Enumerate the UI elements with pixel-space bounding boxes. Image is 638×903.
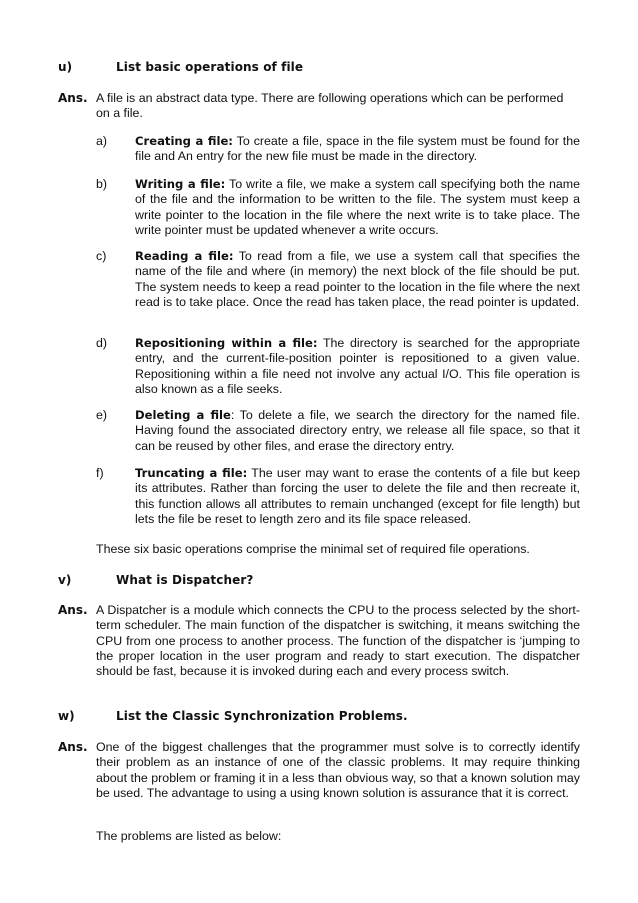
list-item-e	[96, 408, 580, 454]
item-body	[135, 134, 580, 165]
item-letter: a)	[96, 134, 108, 148]
list-item-d	[96, 336, 580, 397]
question-text: List basic operations of file	[116, 60, 304, 74]
answer-w	[58, 740, 580, 801]
question-number: u)	[58, 60, 73, 74]
item-term: Writing a file:	[135, 177, 226, 191]
answer-text: A Dispatcher is a module which connects the CPU to the process selected by the short-term scheduler. The main function of the dispatcher is switching, it means switching the CPU from one process to another process. The function of the dispatcher is ‘jumping to the proper location in the user program and ready to start execution. The dispatcher should be fast, because it is invoked during each and every process switch.	[96, 603, 580, 679]
list-item-f	[96, 466, 580, 527]
item-body	[135, 249, 580, 310]
item-text: The directory is searched for the appropriate entry, and the current-file-position pointer is repositioned to a given value. Repositioning within a file need not involve any actual I/O. This file operation is also known as a file seeks.	[135, 336, 581, 396]
item-text: The user may want to erase the contents of a file but keep its attributes. Rather than forcing the user to delete the file and then recreate it, this function allows all attributes to remain unchanged (except for file length) but lets the file be reset to length zero and its file space released.	[135, 466, 580, 526]
list-item-c	[96, 249, 580, 310]
answer-label: Ans.	[58, 603, 88, 617]
closing-paragraph-w: The problems are listed as below:	[96, 829, 282, 843]
item-term: Reading a file:	[135, 249, 234, 263]
item-letter: e)	[96, 408, 108, 422]
answer-u	[58, 91, 580, 122]
answer-label: Ans.	[58, 740, 88, 754]
item-term: Deleting a file	[135, 408, 231, 422]
item-text: : To delete a file, we search the directory for the named file. Having found the associated directory entry, we release all file space, so that it can be reused by other files, and erase the directory entry.	[135, 408, 580, 453]
item-term: Repositioning within a file:	[135, 336, 318, 350]
item-letter: b)	[96, 177, 108, 191]
question-number: v)	[58, 573, 72, 587]
answer-v	[58, 603, 580, 679]
question-text: What is Dispatcher?	[116, 573, 254, 587]
item-term: Creating a file:	[135, 134, 233, 148]
answer-label: Ans.	[58, 91, 88, 105]
answer-intro: A file is an abstract data type. There are following operations which can be performed on a file.	[96, 91, 564, 121]
item-letter: f)	[96, 466, 104, 480]
item-text: To write a file, we make a system call specifying both the name of the file and the information to be written to the file. The system must keep a write pointer to the location in the file where the next write is to take place. The write pointer must be updated whenever a write occurs.	[135, 177, 581, 237]
item-body	[135, 408, 580, 454]
item-body	[135, 336, 580, 397]
item-body	[135, 177, 580, 238]
item-text: To create a file, space in the file system must be found for the file and An entry for the new file must be made in the directory.	[135, 134, 580, 164]
item-text: To read from a file, we use a system call that specifies the name of the file and where (in memory) the next block of the file should be put. The system needs to keep a read pointer to the location in the file where the next read is to take place. Once the read has taken place, the read pointer is updated.	[135, 249, 580, 309]
item-term: Truncating a file:	[135, 466, 248, 480]
list-item-a	[96, 134, 580, 165]
closing-paragraph-u: These six basic operations comprise the minimal set of required file operations.	[96, 542, 530, 556]
question-number: w)	[58, 709, 75, 723]
list-item-b	[96, 177, 580, 238]
answer-text: One of the biggest challenges that the programmer must solve is to correctly identify their problem as an instance of one of the classic problems. It may require thinking about the problem or framing it in a less than obvious way, so that a known solution may be used. The advantage to using a using known solution is assurance that it is correct.	[96, 740, 580, 800]
item-letter: c)	[96, 249, 107, 263]
question-text: List the Classic Synchronization Problems.	[116, 709, 408, 723]
item-body	[135, 466, 580, 527]
item-letter: d)	[96, 336, 108, 350]
